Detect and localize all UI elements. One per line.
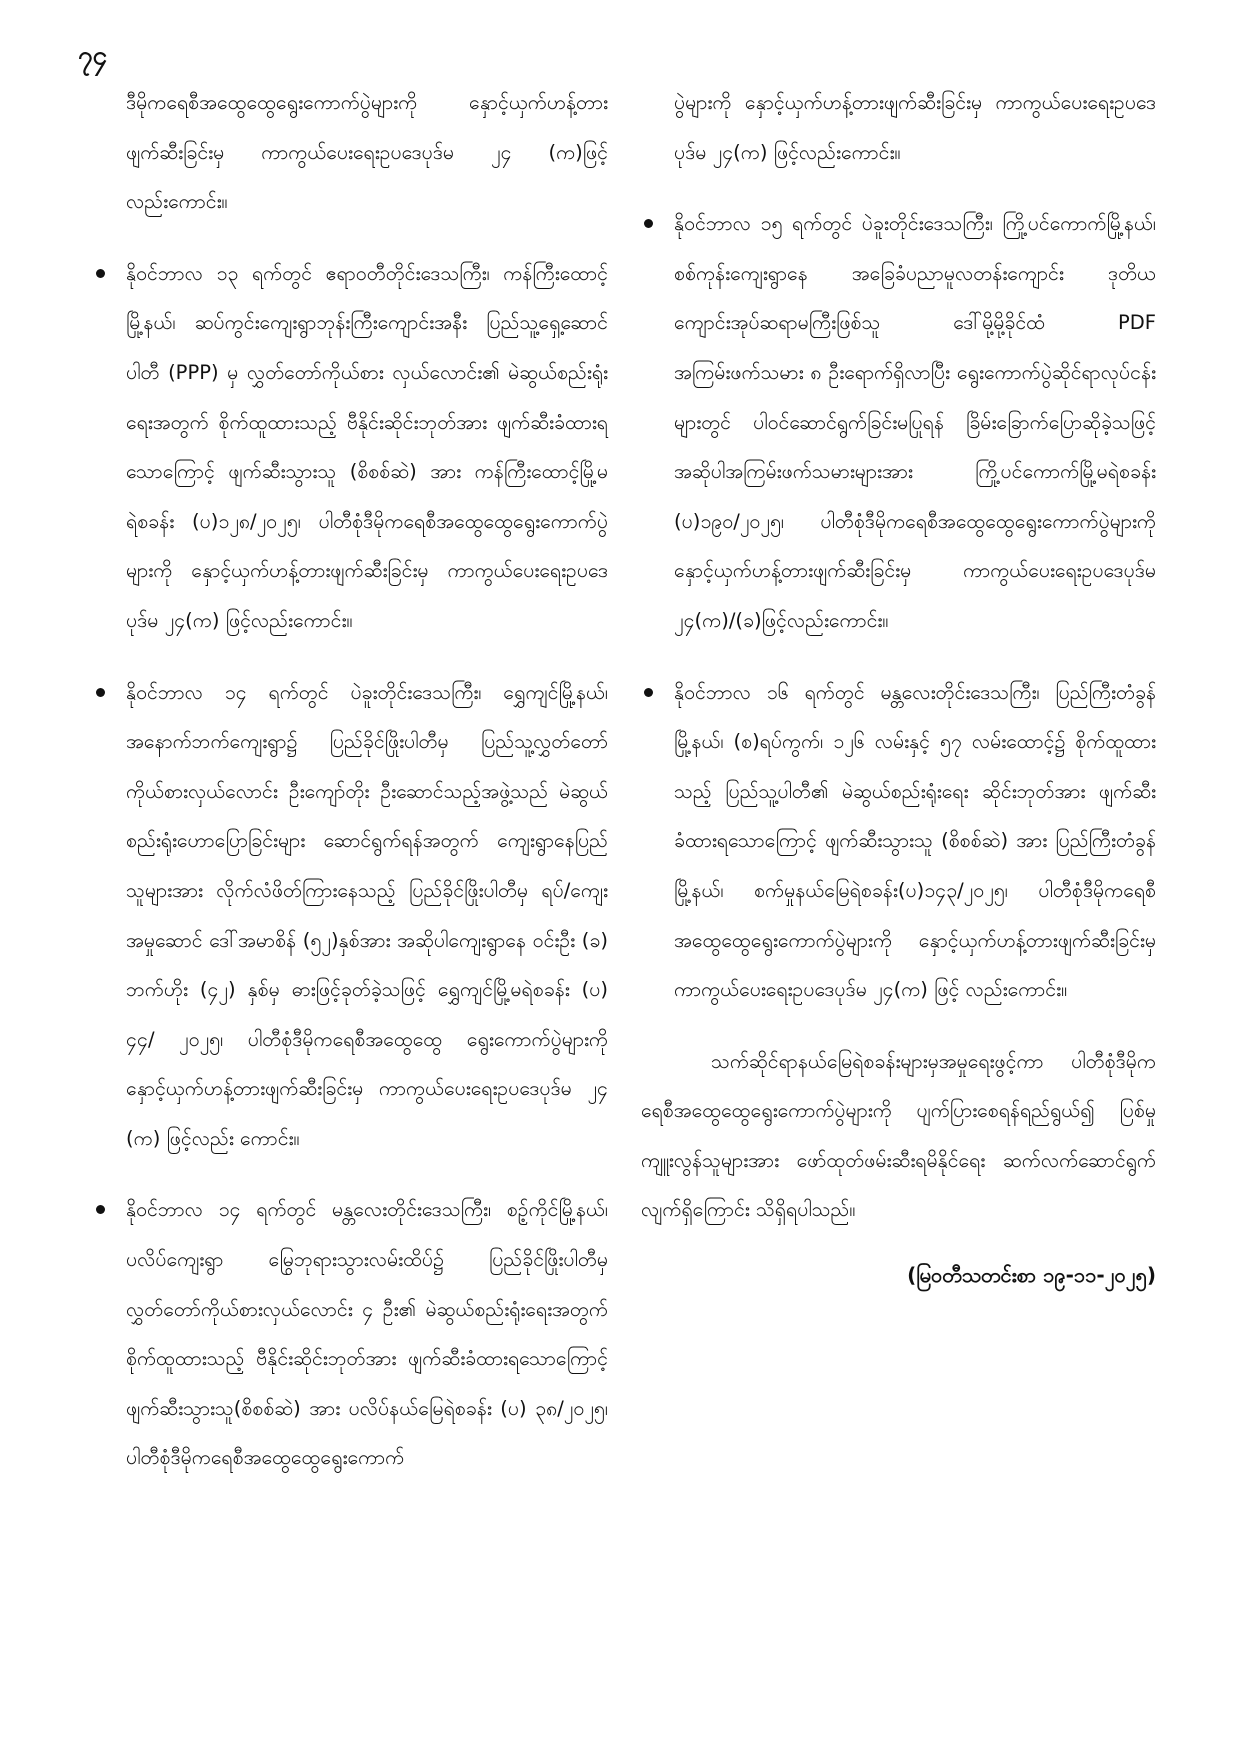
intro-paragraph: ဒီမိုကရေစီအထွေထွေရွေးကောက်ပွဲများကို နှောင့်ယှက်ဟန့်တားဖျက်ဆီးခြင်းမှ ကာကွယ်ပေးရေးဥပဒေပုဒ်မ ၂၄ (က)ဖြင့်လည်းကောင်း။ (126, 91, 608, 214)
source-citation: (မြဝတီသတင်းစာ ၁၉-၁၁-၂၀၂၅) (907, 1263, 1156, 1288)
list-item: နိုဝင်ဘာလ ၁၄ ရက်တွင် မန္တလေးတိုင်းဒေသကြီး၊ စဉ့်ကိုင်မြို့နယ်၊ ပလိပ်ကျေးရွာ မြွေဘုရားသွားလမ်းထိပ်၌ ပြည်ခိုင်ဖြိုးပါတီမှ လွှတ်တော်ကိုယ်စားလှယ်လောင်း ၄ ဦး၏ မဲဆွယ်စည်းရုံးရေးအတွက် စိုက်ထူထားသည့် ဗီနိုင်းဆိုင်းဘုတ်အား ဖျက်ဆီးခံထားရသောကြောင့် ဖျက်ဆီးသွားသူ(စိစစ်ဆဲ) အား ပလိပ်နယ်မြေရဲစခန်း (ပ) ၃၈/၂၀၂၅၊ ပါတီစုံဒီမိုကရေစီအထွေထွေရွေးကောက် (126, 1185, 608, 1483)
closing-paragraph: သက်ဆိုင်ရာနယ်မြေရဲစခန်းများမှအမှုရေးဖွင့်ကာ ပါတီစုံဒီမိုကရေစီအထွေထွေရွေးကောက်ပွဲများကို ပျက်ပြားစေရန်ရည်ရွယ်၍ ပြစ်မှုကျူးလွန်သူများအား ဖော်ထုတ်ဖမ်းဆီးရမိနိုင်ရေး ဆက်လက်ဆောင်ရွက်လျက်ရှိကြောင်း သိရှိရပါသည်။ (641, 1049, 1156, 1222)
left-column (93, 78, 608, 1505)
page-number: ၇၄ (78, 41, 108, 71)
right-column (641, 78, 1156, 1301)
list-item: နိုဝင်ဘာလ ၁၄ ရက်တွင် ပဲခူးတိုင်းဒေသကြီး၊ ရွှေကျင်မြို့နယ်၊ အနောက်ဘက်ကျေးရွာ၌ ပြည်ခိုင်ဖြိုးပါတီမှ ပြည်သူ့လွှတ်တော်ကိုယ်စားလှယ်လောင်း ဦးကျော်တိုး ဦးဆောင်သည့်အဖွဲ့သည် မဲဆွယ်စည်းရုံးဟောပြောခြင်းများ ဆောင်ရွက်ရန်အတွက် ကျေးရွာနေပြည်သူများအား လိုက်လံဖိတ်ကြားနေသည့် ပြည်ခိုင်ဖြိုးပါတီမှ ရပ်/ကျေးအမှုဆောင် ဒေါ်အမာစိန် (၅၂)နှစ်အား အဆိုပါကျေးရွာနေ ဝင်းဦး (ခ) ဘက်ဟိုး (၄၂) နှစ်မှ ဓားဖြင့်ခုတ်ခဲ့သဖြင့် ရွှေကျင်မြို့မရဲစခန်း (ပ) ၄၄/ ၂၀၂၅၊ ပါတီစုံဒီမိုကရေစီအထွေထွေ ရွေးကောက်ပွဲများကို နှောင့်ယှက်ဟန့်တားဖျက်ဆီးခြင်းမှ ကာကွယ်ပေးရေးဥပဒေပုဒ်မ ၂၄ (က) ဖြင့်လည်း ကောင်း။ (126, 668, 608, 1164)
list-item: နိုဝင်ဘာလ ၁၃ ရက်တွင် ဧရာဝတီတိုင်းဒေသကြီး၊ ကန်ကြီးထောင့်မြို့နယ်၊ ဆပ်ကွင်းကျေးရွာဘုန်းကြီးကျောင်းအနီး ပြည်သူ့ရှေ့ဆောင်ပါတီ (PPP) မှ လွှတ်တော်ကိုယ်စား လှယ်လောင်း၏ မဲဆွယ်စည်းရုံးရေးအတွက် စိုက်ထူထားသည့် ဗီနိုင်းဆိုင်းဘုတ်အား ဖျက်ဆီးခံထားရသောကြောင့် ဖျက်ဆီးသွားသူ (စိစစ်ဆဲ) အား ကန်ကြီးထောင့်မြို့မရဲစခန်း (ပ)၁၂၈/၂၀၂၅၊ ပါတီစုံဒီမိုကရေစီအထွေထွေရွေးကောက်ပွဲများကို နှောင့်ယှက်ဟန့်တားဖျက်ဆီးခြင်းမှ ကာကွယ်ပေးရေးဥပဒေပုဒ်မ ၂၄(က) ဖြင့်လည်းကောင်း။ (126, 249, 608, 646)
list-item: နိုဝင်ဘာလ ၁၅ ရက်တွင် ပဲခူးတိုင်းဒေသကြီး၊ ကြို့ပင်ကောက်မြို့နယ်၊ စစ်ကုန်းကျေးရွာနေ အခြေခံပညာမူလတန်းကျောင်း ဒုတိယကျောင်းအုပ်ဆရာမကြီးဖြစ်သူ ဒေါ်မို့မို့ခိုင်ထံ PDF အကြမ်းဖက်သမား ၈ ဦးရောက်ရှိလာပြီး ရွေးကောက်ပွဲဆိုင်ရာလုပ်ငန်းများတွင် ပါဝင်ဆောင်ရွက်ခြင်းမပြုရန် ခြိမ်းခြောက်ပြောဆိုခဲ့သဖြင့် အဆိုပါအကြမ်းဖက်သမားများအား ကြို့ပင်ကောက်မြို့မရဲစခန်း (ပ)၁၉၀/၂၀၂၅၊ ပါတီစုံဒီမိုကရေစီအထွေထွေရွေးကောက်ပွဲများကို နှောင့်ယှက်ဟန့်တားဖျက်ဆီးခြင်းမှ ကာကွယ်ပေးရေးဥပဒေပုဒ်မ ၂၄(က)/(ခ)ဖြင့်လည်းကောင်း။ (674, 199, 1156, 645)
list-item: နိုဝင်ဘာလ ၁၆ ရက်တွင် မန္တလေးတိုင်းဒေသကြီး၊ ပြည်ကြီးတံခွန်မြို့နယ်၊ (စ)ရပ်ကွက်၊ ၁၂၆ လမ်းနှင့် ၅၇ လမ်းထောင့်၌ စိုက်ထူထားသည့် ပြည်သူ့ပါတီ၏ မဲဆွယ်စည်းရုံးရေး ဆိုင်းဘုတ်အား ဖျက်ဆီးခံထားရသောကြောင့် ဖျက်ဆီးသွားသူ (စိစစ်ဆဲ) အား ပြည်ကြီးတံခွန်မြို့နယ်၊ စက်မှုနယ်မြေရဲစခန်း(ပ)၁၄၃/၂၀၂၅၊ ပါတီစုံဒီမိုကရေစီအထွေထွေရွေးကောက်ပွဲများကို နှောင့်ယှက်ဟန့်တားဖျက်ဆီးခြင်းမှ ကာကွယ်ပေးရေးဥပဒေပုဒ်မ ၂၄(က) ဖြင့် လည်းကောင်း။ (674, 668, 1156, 1015)
continuation-paragraph: ပွဲများကို နှောင့်ယှက်ဟန့်တားဖျက်ဆီးခြင်းမှ ကာကွယ်ပေးရေးဥပဒေပုဒ်မ ၂၄(က) ဖြင့်လည်းကောင်း။ (674, 91, 1156, 164)
